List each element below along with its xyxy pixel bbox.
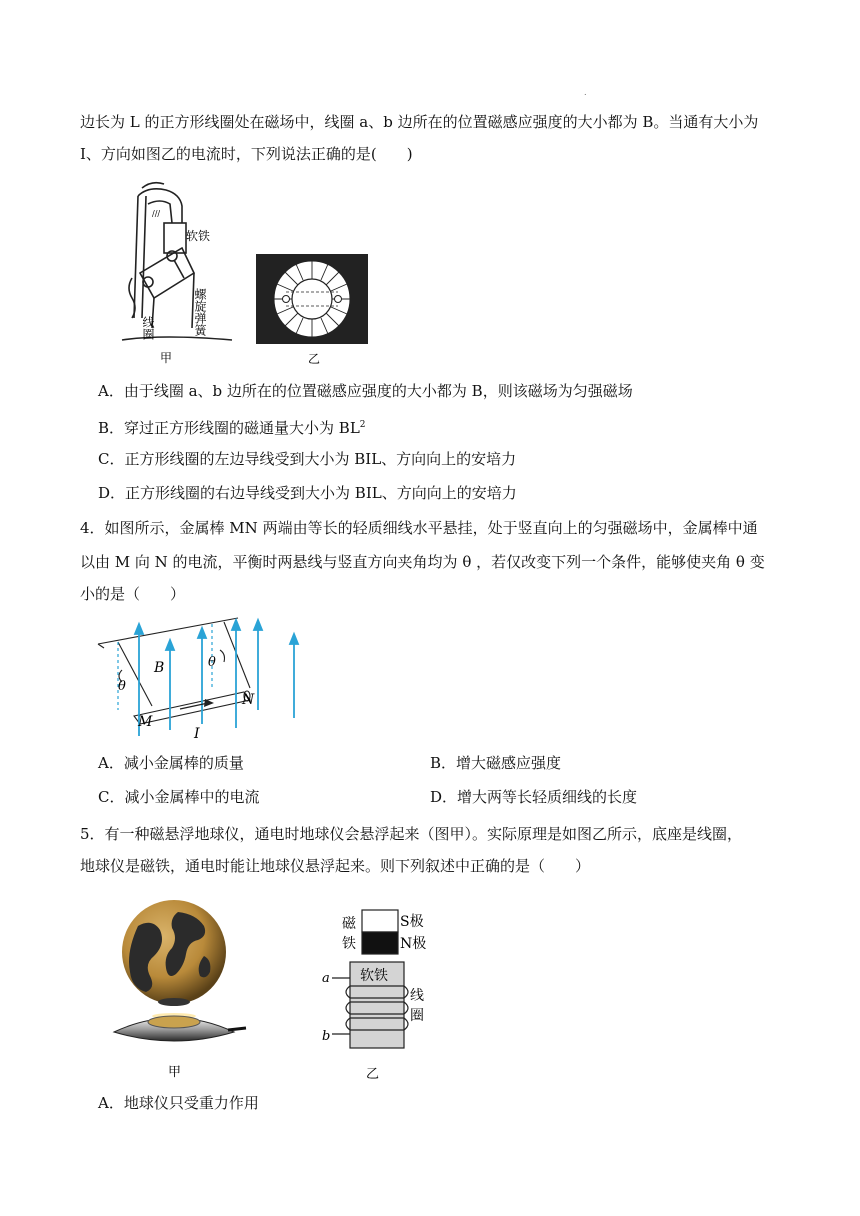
q3-option-c[interactable]: C．正方形线圈的左边导线受到大小为 BIL、方向向上的安培力	[98, 450, 517, 468]
q3-option-d[interactable]: D．正方形线圈的右边导线受到大小为 BIL、方向向上的安培力	[98, 484, 517, 502]
q3-caption-yi: 乙	[308, 352, 321, 366]
q5-option-a[interactable]: A．地球仪只受重力作用	[98, 1094, 259, 1112]
q3-figure-yi	[256, 250, 368, 368]
q5-label-coil-1: 线	[410, 988, 424, 1004]
q4-stem-line2: 以由 M 向 N 的电流，平衡时两悬线与竖直方向夹角均为 θ ，若仅改变下列一个条件，能够使夹角 θ 变	[80, 553, 765, 571]
q3-option-b-exponent: 2	[359, 420, 366, 430]
q3-option-b[interactable]	[98, 414, 366, 439]
q4-option-c[interactable]: C．减小金属棒中的电流	[98, 788, 260, 806]
q4-label-theta-left: θ	[118, 679, 126, 694]
q5-label-n-pole: N极	[400, 936, 427, 952]
q5-label-s-pole: S极	[400, 914, 424, 930]
q5-figure-jia	[108, 896, 250, 1082]
q3-label-soft-iron: 软铁	[186, 229, 211, 243]
q3-label-spring: 螺旋弹簧	[193, 288, 207, 336]
header-mark: .	[584, 88, 587, 97]
q5-label-a: a	[322, 971, 330, 986]
q5-label-b: b	[322, 1029, 331, 1044]
q5-label-coil-2: 圈	[410, 1008, 424, 1024]
q5-label-magnet-2: 铁	[342, 936, 356, 952]
q4-option-a[interactable]: A．减小金属棒的质量	[98, 754, 244, 772]
q3-stem-line2: I、方向如图乙的电流时，下列说法正确的是( )	[80, 145, 413, 163]
q4-option-d[interactable]: D．增大两等长轻质细线的长度	[430, 788, 638, 806]
q5-caption-jia: 甲	[168, 1065, 182, 1080]
q4-option-b[interactable]: B．增大磁感应强度	[430, 754, 562, 772]
q4-label-n: N	[242, 692, 255, 708]
svg-text:///: ///	[152, 209, 161, 218]
q3-caption-jia: 甲	[160, 351, 173, 365]
q4-figure	[96, 614, 308, 742]
q3-option-a[interactable]: A．由于线圈 a、b 边所在的位置磁感应强度的大小都为 B，则该磁场为匀强磁场	[98, 382, 633, 400]
q5-stem-line2: 地球仪是磁铁，通电时能让地球仪悬浮起来。则下列叙述中正确的是（ ）	[80, 857, 591, 875]
q5-caption-yi: 乙	[366, 1067, 380, 1082]
q4-stem-line1: 4．如图所示，金属棒 MN 两端由等长的轻质细线水平悬挂，处于竖直向上的匀强磁场中，金属棒中通	[80, 519, 758, 537]
q3-label-coil: 线圈	[141, 316, 155, 340]
q3-option-b-text: B．穿过正方形线圈的磁通量大小为 BL	[98, 419, 360, 437]
q5-stem-line1: 5．有一种磁悬浮地球仪，通电时地球仪会悬浮起来（图甲）。实际原理是如图乙所示，底座是线圈，	[80, 825, 743, 843]
q4-label-i: I	[194, 726, 200, 742]
q5-label-magnet-1: 磁	[342, 916, 356, 932]
q4-label-b: B	[154, 660, 165, 676]
q4-label-m: M	[138, 714, 153, 730]
q5-label-soft-iron: 软铁	[360, 968, 388, 984]
q4-stem-line3: 小的是（ ）	[80, 585, 186, 603]
q4-label-theta-right: θ	[208, 655, 216, 670]
q3-figure-jia	[112, 178, 242, 368]
q5-figure-yi	[318, 906, 438, 1082]
q3-stem-line1: 边长为 L 的正方形线圈处在磁场中，线圈 a、b 边所在的位置磁感应强度的大小都为 B。当通有大小为	[80, 113, 759, 131]
